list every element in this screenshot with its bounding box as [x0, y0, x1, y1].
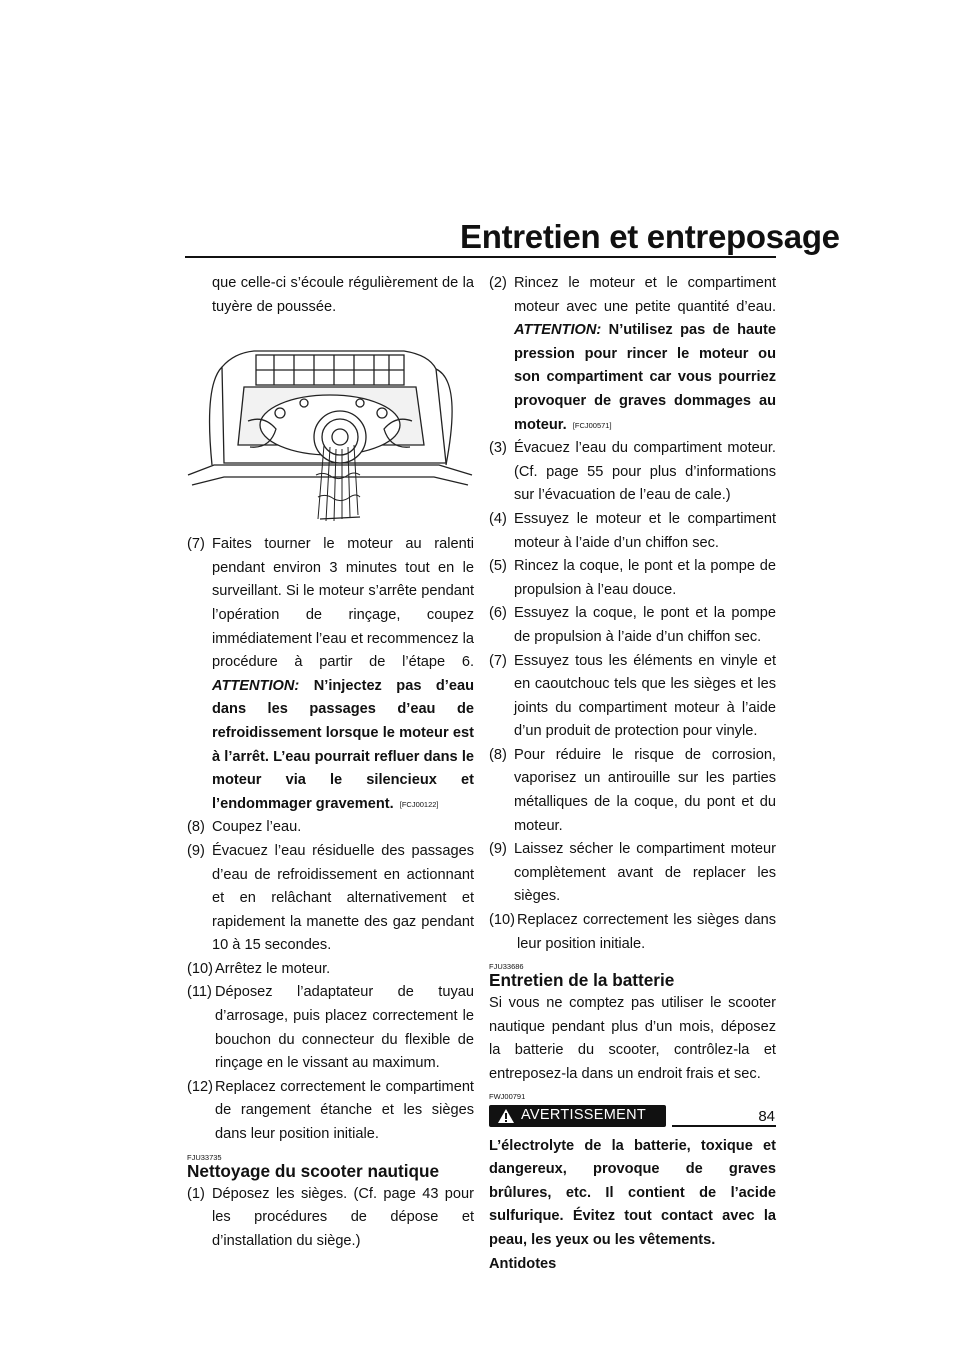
cleaning-step-3: (3) Évacuez l’eau du compartiment moteur. (Cf. page 55 pour plus d’informations sur l’évacuation de l’eau de cale.) [489, 440, 776, 504]
cleaning-step-2: (2) Rincez le moteur et le compartiment moteur avec une petite quantité d’eau. ATTENTION: N’utilisez pas de haute pression pour rincer le moteur ou son compartiment car vous pourriez provoquer de graves dommages au moteur. [FCJ00571] [489, 275, 776, 433]
step-10: (10) Arrêtez le moteur. [187, 960, 331, 977]
step-11: (11) Déposez l’adaptateur de tuyau d’arrosage, puis placez correctement le bouchon du connecteur du flexible de rinçage en le vissant au maximum. [187, 984, 474, 1072]
intro-paragraph: que celle-ci s’écoule régulièrement de la tuyère de poussée. [212, 275, 474, 315]
section-heading-battery: Entretien de la batterie [489, 970, 675, 991]
warning-code: FWJ00791 [489, 1091, 526, 1101]
cleaning-step-10: (10) Replacez correctement les sièges dans leur position initiale. [489, 912, 776, 952]
step-9: (9) Évacuez l’eau résiduelle des passages d’eau de refroidissement en actionnant et en relâchant alternativement et rapidement la manette des gaz pendant 10 à 15 secondes. [187, 842, 474, 954]
cleaning-step-8: (8) Pour réduire le risque de corrosion, vaporisez un antirouille sur les parties métalliques de la coque, du pont et du moteur. [489, 746, 776, 834]
section-heading-cleaning: Nettoyage du scooter nautique [187, 1160, 440, 1181]
battery-paragraph: Si vous ne comptez pas utiliser le scooter nautique pendant plus d’un mois, déposez la batterie du scooter, contrôlez-la et entreposez-la dans un endroit frais et sec. [489, 995, 776, 1082]
cleaning-step-7: (7) Essuyez tous les éléments en vinyle et en caoutchouc tels que les sièges et les joints du compartiment moteur à l’aide d’un produit de protection pour vinyle. [489, 652, 776, 740]
cleaning-step-6: (6) Essuyez la coque, le pont et la pompe de propulsion à l’aide d’un chiffon sec. [489, 605, 776, 645]
antidotes-heading: Antidotes [489, 1255, 557, 1272]
step-8: (8) Coupez l’eau. [187, 819, 302, 836]
cleaning-step-4: (4) Essuyez le moteur et le compartiment moteur à l’aide d’un chiffon sec. [489, 510, 776, 551]
cleaning-step-9: (9) Laissez sécher le compartiment moteur complètement avant de replacer les sièges. [489, 841, 776, 905]
left-column [187, 272, 474, 1253]
section-code: FJU33686 [489, 962, 524, 972]
step-7: (7) Faites tourner le moteur au ralenti pendant environ 3 minutes tout en le surveillant. Si le moteur s’arrête pendant l’opération de rinçage, coupez immédiatement l’eau et recommencez la procédure à partir de l’étape 6. ATTENTION: N’injectez pas d’eau dans les passages d’eau de refroidissement lorsque le moteur est à l’arrêt. L’eau pourrait refluer dans le moteur via le silencieux et l’endommager gravement. [FCJ00122] [187, 536, 475, 812]
jet-nozzle-illustration [184, 325, 474, 525]
header-rule [185, 256, 776, 258]
warning-badge [489, 1105, 666, 1127]
warning-label: AVERTISSEMENT [521, 1106, 647, 1123]
warning-header [489, 1103, 776, 1127]
cleaning-step-5: (5) Rincez la coque, le pont et la pompe de propulsion à l’eau douce. [489, 558, 776, 598]
right-column [489, 272, 776, 1276]
warning-text: L’électrolyte de la batterie, toxique et dangereux, provoque de graves brûlures, etc. Il contient de l’acide sulfurique. Évitez tout contact avec la peau, les yeux ou les vêtements. [489, 1137, 776, 1248]
warning-triangle-icon [497, 1108, 515, 1124]
section-code: FJU33735 [187, 1152, 222, 1162]
cleaning-step-1: (1) Déposez les sièges. (Cf. page 43 pour les procédures de dépose et d’installation du siège.) [187, 1185, 474, 1249]
page-title: Entretien et entreposage [460, 218, 840, 255]
page-number: 84 [758, 1108, 775, 1125]
step-12: (12) Replacez correctement le compartiment de rangement étanche et les sièges dans leur position initiale. [187, 1078, 474, 1143]
